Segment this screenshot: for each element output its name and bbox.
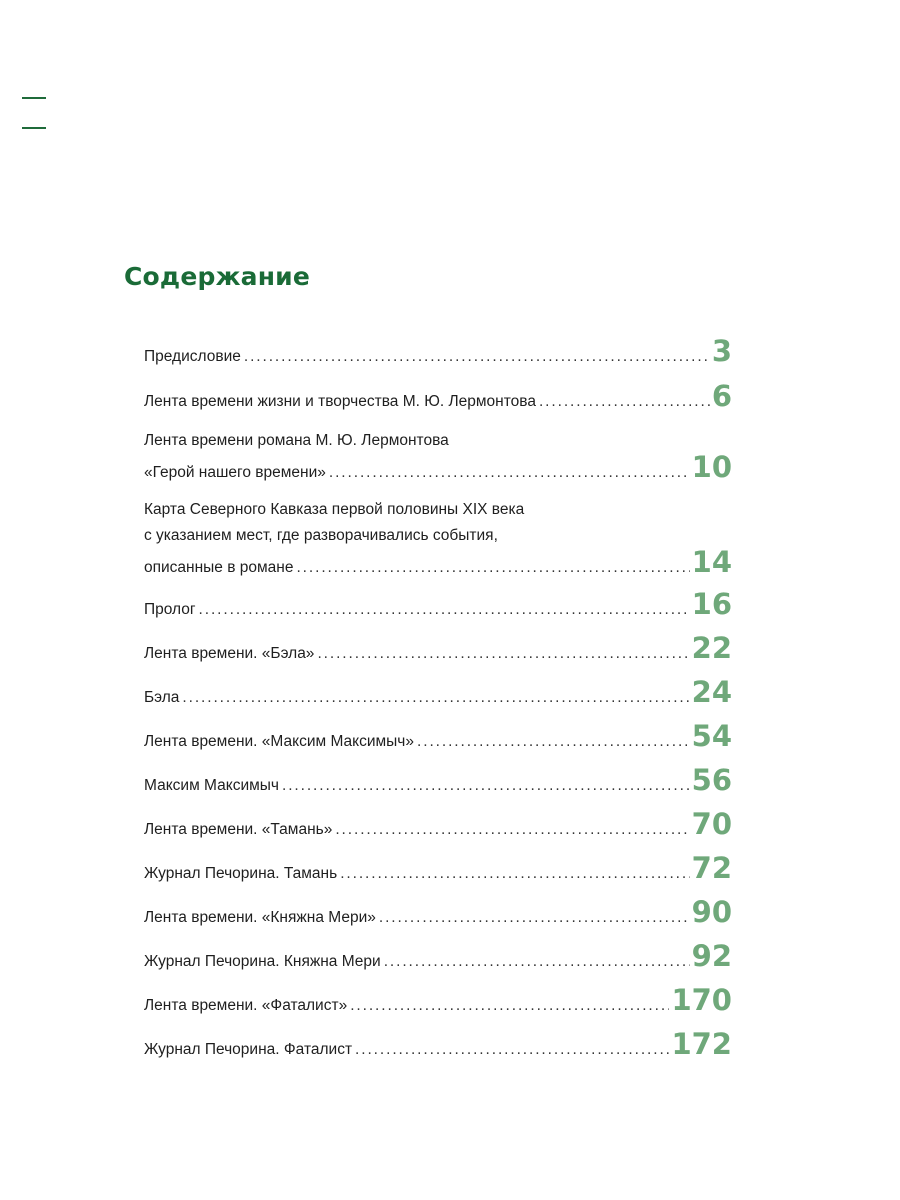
toc-page-number: 24 — [691, 675, 732, 709]
leader-dots — [329, 460, 690, 486]
toc-entry[interactable] — [144, 763, 732, 799]
leader-dots — [340, 861, 689, 887]
toc-entry[interactable] — [144, 631, 732, 667]
toc-entry[interactable] — [144, 807, 732, 843]
toc-entry-title: Бэла — [144, 689, 180, 706]
leader-dots — [384, 949, 690, 975]
toc-entry[interactable] — [144, 895, 732, 931]
toc-page-number: 70 — [691, 807, 732, 841]
toc-entry-title: Журнал Печорина. Фаталист — [144, 1041, 353, 1058]
toc-page-number: 56 — [691, 763, 732, 797]
leader-dots — [199, 597, 690, 623]
leader-dots — [244, 344, 710, 370]
toc-page-number: 54 — [691, 719, 732, 753]
leader-dots — [182, 685, 689, 711]
toc-entry[interactable] — [144, 719, 732, 755]
toc-entry-title: Лента времени. «Бэла» — [144, 645, 315, 662]
leader-dots — [355, 1037, 669, 1063]
toc-page-number: 6 — [711, 379, 732, 413]
toc-entry-title: Лента времени. «Тамань» — [144, 821, 333, 838]
toc-entry[interactable] — [144, 939, 732, 975]
toc-entry-title: Пролог — [144, 601, 196, 618]
toc-page-number: 92 — [691, 939, 732, 973]
leader-dots — [296, 555, 689, 581]
toc-page-number: 3 — [711, 334, 732, 368]
toc-page-number: 10 — [691, 450, 732, 484]
leader-dots — [417, 729, 690, 755]
toc-entry[interactable] — [144, 587, 732, 623]
toc-entry[interactable] — [144, 983, 732, 1019]
toc-entry-title: Журнал Печорина. Княжна Мери — [144, 953, 381, 970]
toc-entry-title: с указанием мест, где разворачивались события, — [144, 527, 498, 544]
toc-page-number: 90 — [691, 895, 732, 929]
toc-entry-title: Лента времени жизни и творчества М. Ю. Лермонтова — [144, 393, 536, 410]
toc-page-number: 16 — [691, 587, 732, 621]
toc-page-number: 14 — [691, 545, 732, 579]
toc-entry-title: описанные в романе — [144, 559, 294, 576]
toc-page-number: 22 — [691, 631, 732, 665]
toc-entry-title: Лента времени. «Княжна Мери» — [144, 909, 376, 926]
toc-entry[interactable] — [144, 1027, 732, 1063]
page-title: Содержание — [124, 262, 311, 291]
toc-entry-title: «Герой нашего времени» — [144, 464, 326, 481]
toc-entry-title: Лента времени. «Максим Максимыч» — [144, 733, 415, 750]
toc-entry-title: Журнал Печорина. Тамань — [144, 865, 338, 882]
toc-page-number: 72 — [691, 851, 732, 885]
toc-entry-title: Предисловие — [144, 348, 241, 365]
toc-page-number: 172 — [671, 1027, 732, 1061]
toc-page-number: 170 — [671, 983, 732, 1017]
corner-mark-bottom — [22, 127, 46, 129]
toc-entry[interactable] — [144, 379, 732, 415]
toc-entry-title: Максим Максимыч — [144, 777, 279, 794]
leader-dots — [282, 773, 690, 799]
leader-dots — [539, 389, 710, 415]
leader-dots — [317, 641, 689, 667]
toc-entry[interactable] — [144, 334, 732, 370]
toc-entry-title: Лента времени романа М. Ю. Лермонтова — [144, 432, 449, 449]
toc-entry-title: Карта Северного Кавказа первой половины XIX века — [144, 501, 525, 518]
toc-entry-title: Лента времени. «Фаталист» — [144, 997, 348, 1014]
toc-entry[interactable] — [144, 428, 732, 486]
toc-entry[interactable] — [144, 851, 732, 887]
corner-mark-top — [22, 97, 46, 99]
leader-dots — [350, 993, 669, 1019]
toc-entry[interactable] — [144, 497, 732, 581]
leader-dots — [335, 817, 689, 843]
toc-entry[interactable] — [144, 675, 732, 711]
leader-dots — [379, 905, 690, 931]
